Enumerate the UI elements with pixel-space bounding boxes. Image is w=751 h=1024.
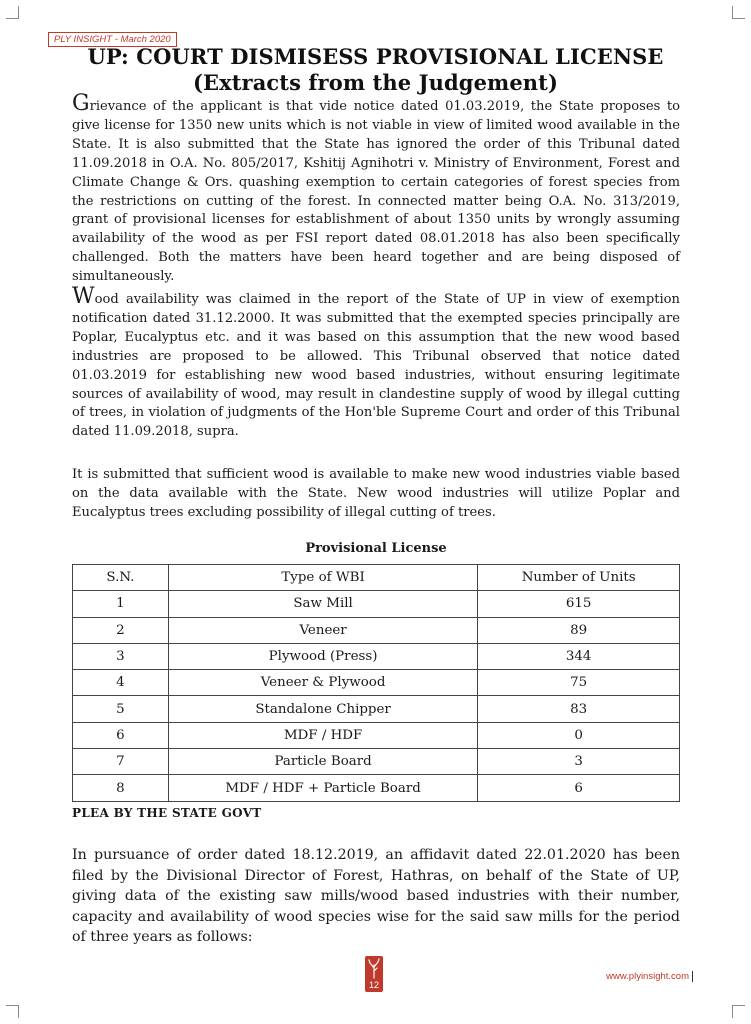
paragraph-grievance [72,91,680,287]
cell-units: 3 [478,749,680,775]
crop-mark-top-right [732,6,745,19]
cell-sn: 2 [73,617,169,643]
cell-units: 83 [478,696,680,722]
cell-type: Veneer & Plywood [168,670,477,696]
cell-units: 6 [478,775,680,801]
cell-units: 344 [478,643,680,669]
cell-type: MDF / HDF + Particle Board [168,775,477,801]
page-number: 12 [368,980,379,990]
provisional-license-table [72,564,680,802]
cell-sn: 1 [73,591,169,617]
website-link[interactable]: www.plyinsight.com [606,971,693,982]
cell-type: MDF / HDF [168,722,477,748]
cell-units: 75 [478,670,680,696]
cell-sn: 6 [73,722,169,748]
paragraph-text: rievance of the applicant is that vide notice dated 01.03.2019, the State proposes to give license for 1350 new units which is not viable in view of limited wood available in the State. It is also submitted that the State has ignored the order of this Tribunal dated 11.09.2018 in O.A. No. 805/2017, Kshitij Agnihotri v. Ministry of Environment, Forest and Climate Change & Ors. quashing exemption to certain categories of forest species from the restrictions on cutting of the forest. In connected matter being O.A. No. 313/2019, grant of provisional licenses for establishment of about 1350 units by wrongly assuming availability of the wood as per FSI report dated 08.01.2018 has also been specifically challenged. Both the matters have been heard together and are being disposed of simultaneously. [72,99,680,285]
paragraph-affidavit: In pursuance of order dated 18.12.2019, an affidavit dated 22.01.2020 has been filed by the Divisional Director of Forest, Hathras, on behalf of the State of UP, giving data of the existing saw mills/wood based industries with their number, capacity and availability of wood species wise for the said saw mills for the period of three years as follows: [72,847,680,946]
cell-sn: 8 [73,775,169,801]
cell-units: 0 [478,722,680,748]
cell-sn: 5 [73,696,169,722]
article-title [40,44,711,96]
cell-sn: 3 [73,643,169,669]
table-row [73,722,680,748]
crop-mark-top-left [6,6,19,19]
title-line-2: (Extracts from the Judgement) [192,70,559,95]
table-row [73,696,680,722]
paragraph-text: ood availability was claimed in the report of the State of UP in view of exemption notification dated 31.12.2000. It was submitted that the exempted species principally are Poplar, Eucalyptus etc. and it was based on this assumption that the new wood based industries are proposed to be allowed. This Tribunal observed that notice dated 01.03.2019 for establishing new wood based industries, without ensuring legitimate sources of availability of wood, may result in clandestine supply of wood by illegal cutting of trees, in violation of judgments of the Hon'ble Supreme Court and order of this Tribunal dated 11.09.2018, supra. [72,292,680,440]
drop-cap: W [72,284,95,309]
table-row [73,749,680,775]
cell-type: Standalone Chipper [168,696,477,722]
header-type: Type of WBI [168,565,477,591]
issue-tag: PLY INSIGHT - March 2020 [48,32,177,47]
paragraph-sufficient-wood: It is submitted that sufficient wood is available to make new wood industries viable based on the data available with the State. New wood industries will utilize Poplar and Eucalyptus trees excluding possibility of illegal cutting of trees. [72,467,680,520]
cell-type: Plywood (Press) [168,643,477,669]
cell-type: Particle Board [168,749,477,775]
table-row [73,617,680,643]
paragraph-wood-availability [72,284,680,442]
header-units: Number of Units [478,565,680,591]
cell-units: 615 [478,591,680,617]
table-row [73,775,680,801]
crop-mark-bottom-left [6,1005,19,1018]
table-caption: Provisional License [305,541,447,556]
title-line-1: UP: COURT DISMISESS PROVISIONAL LICENSE [87,44,664,69]
table-header-row [73,565,680,591]
crop-mark-bottom-right [732,1005,745,1018]
table-row [73,670,680,696]
cell-units: 89 [478,617,680,643]
cell-sn: 7 [73,749,169,775]
plea-heading: PLEA BY THE STATE GOVT [72,806,262,820]
drop-cap: G [72,91,90,116]
cell-type: Saw Mill [168,591,477,617]
cell-type: Veneer [168,617,477,643]
cell-sn: 4 [73,670,169,696]
table-row [73,643,680,669]
header-sn: S.N. [73,565,169,591]
table-row [73,591,680,617]
